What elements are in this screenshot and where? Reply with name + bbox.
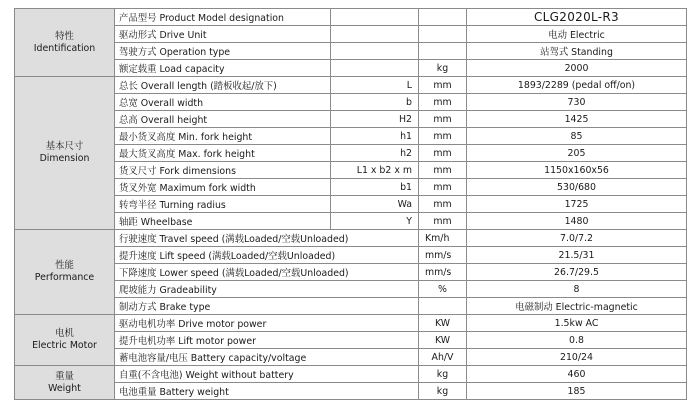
unit-cell: kg xyxy=(419,366,467,383)
unit-cell: kg xyxy=(419,60,467,77)
value-cell: 185 xyxy=(467,383,687,400)
value-cell: 电磁制动 Electric-magnetic xyxy=(467,298,687,315)
param-cell: 驾驶方式 Operation type xyxy=(115,43,331,60)
group-label-zh: 特性 xyxy=(55,30,74,42)
unit-cell: kg xyxy=(419,383,467,400)
table-row xyxy=(15,230,687,247)
param-cell: 转弯半径 Turning radius xyxy=(115,196,331,213)
value-cell: 1425 xyxy=(467,111,687,128)
param-cell: 制动方式 Brake type xyxy=(115,298,419,315)
value-cell: 205 xyxy=(467,145,687,162)
value-cell: 1150x160x56 xyxy=(467,162,687,179)
group-dimension xyxy=(15,77,115,230)
unit-cell: % xyxy=(419,281,467,298)
symbol-cell: b1 xyxy=(331,179,419,196)
table-row xyxy=(15,349,687,366)
group-label-zh: 性能 xyxy=(55,260,74,271)
value-cell: 460 xyxy=(467,366,687,383)
table-row xyxy=(15,247,687,264)
value-cell: 8 xyxy=(467,281,687,298)
unit-cell: mm xyxy=(419,111,467,128)
unit-cell: Km/h xyxy=(419,230,467,247)
value-cell: 1893/2289 (pedal off/on) xyxy=(467,77,687,94)
table-row xyxy=(15,77,687,94)
group-label-zh: 重量 xyxy=(55,370,74,382)
value-cell: 站驾式 Standing xyxy=(467,43,687,60)
param-cell: 蓄电池容量/电压 Battery capacity/voltage xyxy=(115,349,419,366)
table-row xyxy=(15,213,687,230)
value-cell: 210/24 xyxy=(467,349,687,366)
group-label-zh: 电机 xyxy=(55,328,74,339)
symbol-cell: h2 xyxy=(331,145,419,162)
symbol-cell: h1 xyxy=(331,128,419,145)
value-cell: 85 xyxy=(467,128,687,145)
param-cell: 总长 Overall length (踏板收起/放下) xyxy=(115,77,331,94)
symbol-cell: L xyxy=(331,77,419,94)
table-row xyxy=(15,196,687,213)
table-row xyxy=(15,9,687,26)
specification-table xyxy=(14,8,687,400)
table-row xyxy=(15,145,687,162)
unit-cell: mm xyxy=(419,77,467,94)
value-cell: 0.8 xyxy=(467,332,687,349)
param-cell: 总宽 Overall width xyxy=(115,94,331,111)
unit-cell: mm xyxy=(419,94,467,111)
unit-cell: mm xyxy=(419,213,467,230)
param-cell: 货叉尺寸 Fork dimensions xyxy=(115,162,331,179)
symbol-cell: b xyxy=(331,94,419,111)
group-label-zh: 基本尺寸 xyxy=(45,141,84,152)
unit-cell xyxy=(419,43,467,60)
symbol-cell: Y xyxy=(331,213,419,230)
group-electric-motor xyxy=(15,315,115,366)
symbol-cell xyxy=(331,26,419,43)
unit-cell: mm xyxy=(419,196,467,213)
value-cell: 730 xyxy=(467,94,687,111)
table-row xyxy=(15,26,687,43)
unit-cell: mm xyxy=(419,162,467,179)
table-row xyxy=(15,366,687,383)
value-cell: 1725 xyxy=(467,196,687,213)
unit-cell: mm/s xyxy=(419,264,467,281)
param-cell: 总高 Overall height xyxy=(115,111,331,128)
param-cell: 最小货叉高度 Min. fork height xyxy=(115,128,331,145)
group-label-en: Electric Motor xyxy=(32,340,97,351)
param-cell: 提升电机功率 Lift motor power xyxy=(115,332,419,349)
value-cell: 1.5kw AC xyxy=(467,315,687,332)
param-cell: 驱动电机功率 Drive motor power xyxy=(115,315,419,332)
unit-cell: mm/s xyxy=(419,247,467,264)
param-cell: 自重(不含电池) Weight without battery xyxy=(115,366,419,383)
value-cell: 7.0/7.2 xyxy=(467,230,687,247)
param-cell: 驱动形式 Drive Unit xyxy=(115,26,331,43)
unit-cell: KW xyxy=(419,332,467,349)
param-cell: 爬坡能力 Gradeability xyxy=(115,281,419,298)
unit-cell xyxy=(419,298,467,315)
symbol-cell: L1 x b2 x m xyxy=(331,162,419,179)
group-label-en: Weight xyxy=(48,382,81,394)
table-row xyxy=(15,281,687,298)
value-cell: 电动 Electric xyxy=(467,26,687,43)
value-cell: 26.7/29.5 xyxy=(467,264,687,281)
table-row xyxy=(15,332,687,349)
symbol-cell xyxy=(331,43,419,60)
param-cell: 行驶速度 Travel speed (满载Loaded/空载Unloaded) xyxy=(115,230,419,247)
group-weight xyxy=(15,366,115,400)
group-identification xyxy=(15,9,115,77)
symbol-cell: Wa xyxy=(331,196,419,213)
unit-cell: mm xyxy=(419,128,467,145)
param-cell: 提升速度 Lift speed (满载Loaded/空载Unloaded) xyxy=(115,247,419,264)
table-row xyxy=(15,162,687,179)
unit-cell: Ah/V xyxy=(419,349,467,366)
value-cell: 2000 xyxy=(467,60,687,77)
group-label-en: Performance xyxy=(34,272,95,283)
table-row xyxy=(15,111,687,128)
table-row xyxy=(15,315,687,332)
table-row xyxy=(15,60,687,77)
param-cell: 轴距 Wheelbase xyxy=(115,213,331,230)
unit-cell: KW xyxy=(419,315,467,332)
table-row xyxy=(15,43,687,60)
table-row xyxy=(15,179,687,196)
table-row xyxy=(15,383,687,400)
value-cell: 1480 xyxy=(467,213,687,230)
table-row xyxy=(15,94,687,111)
value-cell: 530/680 xyxy=(467,179,687,196)
symbol-cell xyxy=(331,60,419,77)
table-row xyxy=(15,128,687,145)
value-cell: 21.5/31 xyxy=(467,247,687,264)
value-cell: CLG2020L-R3 xyxy=(467,9,687,26)
param-cell: 电池重量 Battery weight xyxy=(115,383,419,400)
group-performance xyxy=(15,230,115,315)
symbol-cell xyxy=(331,9,419,26)
symbol-cell: H2 xyxy=(331,111,419,128)
param-cell: 最大货叉高度 Max. fork height xyxy=(115,145,331,162)
group-label-en: Dimension xyxy=(39,153,90,164)
param-cell: 下降速度 Lower speed (满载Loaded/空载Unloaded) xyxy=(115,264,419,281)
param-cell: 产品型号 Product Model designation xyxy=(115,9,331,26)
unit-cell: mm xyxy=(419,179,467,196)
table-row xyxy=(15,298,687,315)
unit-cell xyxy=(419,26,467,43)
unit-cell xyxy=(419,9,467,26)
param-cell: 额定载重 Load capacity xyxy=(115,60,331,77)
param-cell: 货叉外宽 Maximum fork width xyxy=(115,179,331,196)
group-label-en: Identification xyxy=(33,42,96,54)
table-row xyxy=(15,264,687,281)
unit-cell: mm xyxy=(419,145,467,162)
